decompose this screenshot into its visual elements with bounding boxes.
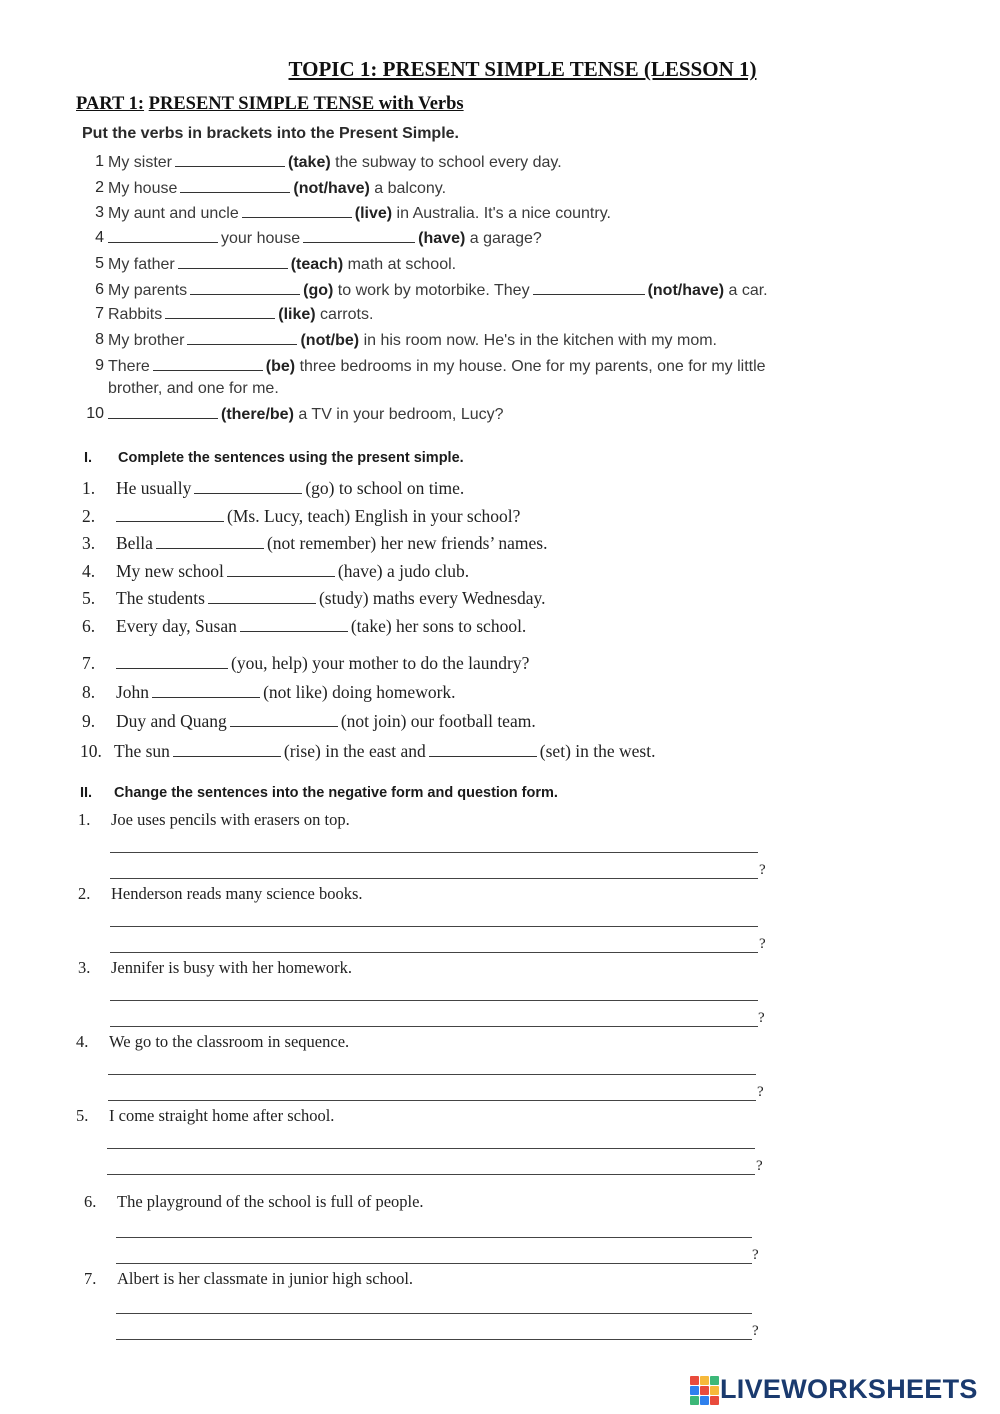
answer-blank[interactable] [242,204,352,218]
s2-item: 7. Albert is her classmate in junior high school. [84,1269,414,1288]
question-mark: ? [759,936,766,952]
part-label: PART 1: [76,94,145,114]
question-mark: ? [756,1158,763,1174]
answer-blank[interactable] [175,153,285,167]
logo-tile [700,1376,709,1385]
answer-line-question[interactable] [116,1263,752,1264]
question-mark: ? [759,862,766,878]
logo-tile [700,1396,709,1405]
logo-tile [690,1386,699,1395]
answer-line-question[interactable] [107,1174,755,1175]
answer-blank[interactable] [153,357,263,371]
answer-line-negative[interactable] [110,1000,758,1001]
answer-line-question[interactable] [110,878,758,879]
answer-blank[interactable] [108,229,218,243]
logo-tile [710,1396,719,1405]
s1-item: 6. Every day, Susan (take) her sons to school. [82,616,527,636]
answer-blank[interactable] [116,508,224,522]
s2-item: 1. Joe uses pencils with erasers on top. [78,810,350,829]
s2-item: 6. The playground of the school is full of people. [84,1192,424,1211]
worksheet-title: TOPIC 1: PRESENT SIMPLE TENSE (LESSON 1) [288,57,757,81]
answer-line-question[interactable] [110,952,758,953]
s2-item: 3. Jennifer is busy with her homework. [78,958,353,977]
answer-blank[interactable] [533,281,645,295]
answer-blank[interactable] [116,655,228,669]
logo-tile [710,1386,719,1395]
liveworksheets-logo [690,1374,978,1405]
logo-tile [710,1376,719,1385]
answer-blank[interactable] [303,229,415,243]
part-text: PRESENT SIMPLE TENSE with Verbs [148,94,464,114]
answer-blank[interactable] [429,743,537,757]
answer-line-negative[interactable] [108,1074,756,1075]
answer-line-question[interactable] [110,1026,758,1027]
s2-item: 5. I come straight home after school. [76,1106,335,1125]
answer-line-question[interactable] [116,1339,752,1340]
answer-line-negative[interactable] [107,1148,755,1149]
answer-blank[interactable] [190,281,300,295]
question-mark: ? [752,1323,759,1339]
ex1-item-continuation: brother, and one for me. [108,380,279,397]
s2-item: 2. Henderson reads many science books. [78,884,363,903]
answer-line-question[interactable] [108,1100,756,1101]
logo-tile [690,1376,699,1385]
answer-blank[interactable] [178,255,288,269]
logo-mark-icon [690,1376,718,1404]
question-mark: ? [758,1010,765,1026]
answer-line-negative[interactable] [110,852,758,853]
answer-blank[interactable] [194,480,302,494]
answer-blank[interactable] [156,535,264,549]
answer-blank[interactable] [187,331,297,345]
exercise1-instruction: Put the verbs in brackets into the Present Simple. [82,125,459,142]
answer-blank[interactable] [208,590,316,604]
answer-blank[interactable] [240,618,348,632]
s1-item: 7. (you, help) your mother to do the laundry? [82,653,530,673]
answer-line-negative[interactable] [116,1237,752,1238]
answer-blank[interactable] [230,713,338,727]
answer-blank[interactable] [152,684,260,698]
logo-tile [700,1386,709,1395]
question-mark: ? [752,1247,759,1263]
s1-item: 3. Bella (not remember) her new friends’ names. [82,533,548,553]
answer-blank[interactable] [108,405,218,419]
s1-item: 2. (Ms. Lucy, teach) English in your school? [82,506,521,526]
s1-item: 9. Duy and Quang (not join) our football team. [82,711,536,731]
s1-item: 5. The students (study) maths every Wednesday. [82,588,546,608]
section2-heading: II. Change the sentences into the negative form and question form. [80,785,558,801]
section1-heading: I. Complete the sentences using the present simple. [84,450,464,466]
s1-item: 8. John (not like) doing homework. [82,682,456,702]
s2-item: 4. We go to the classroom in sequence. [76,1032,350,1051]
s1-item: 4. My new school (have) a judo club. [82,561,470,581]
answer-blank[interactable] [227,563,335,577]
part-heading [76,94,464,115]
s1-item: 1. He usually (go) to school on time. [82,478,465,498]
answer-line-negative[interactable] [116,1313,752,1314]
answer-blank[interactable] [165,305,275,319]
logo-text: LIVEWORKSHEETS [720,1374,978,1404]
s1-item: 10. The sun (rise) in the east and (set) in the west. [80,741,656,761]
answer-blank[interactable] [173,743,281,757]
answer-blank[interactable] [180,179,290,193]
answer-line-negative[interactable] [110,926,758,927]
question-mark: ? [757,1084,764,1100]
logo-tile [690,1396,699,1405]
